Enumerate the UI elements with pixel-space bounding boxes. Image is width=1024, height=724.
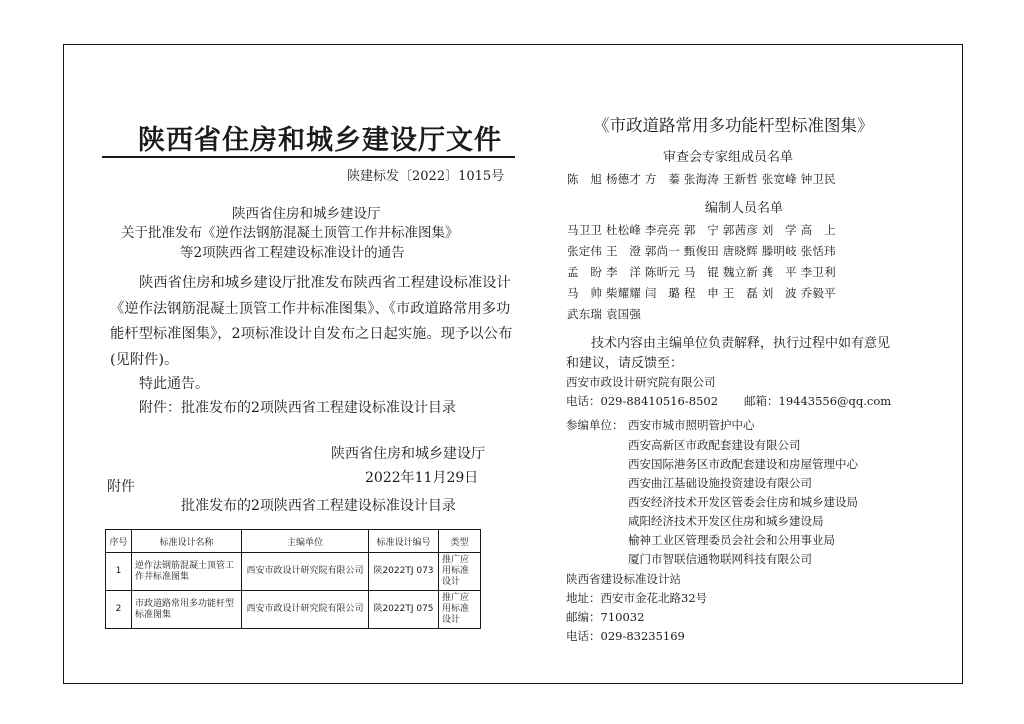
- table-cell: 推广应用标准设计: [439, 553, 481, 591]
- notice-subject-line: 关于批准发布《逆作法钢筋混凝土顶管工作井标准图集》: [121, 225, 459, 241]
- editor-names-line: 马卫卫 杜松峰 李亮亮 郭 宁 郭茜彦 刘 学 高 上: [567, 223, 836, 237]
- issue-date: 2022年11月29日: [365, 470, 479, 486]
- chief-unit-email: 邮箱：19443556@qq.com: [744, 394, 892, 408]
- participant-unit: 厦门市智联信通物联网科技有限公司: [628, 552, 812, 566]
- attachment-label: 附件: [107, 479, 135, 495]
- review-committee-heading: 审查会专家组成员名单: [663, 150, 794, 165]
- header-cell: 序号: [106, 530, 132, 553]
- participant-unit: 咸阳经济技术开发区住房和城乡建设局: [628, 514, 824, 528]
- station-name: 陕西省建设标准设计站: [566, 572, 681, 586]
- editor-names-line: 武东瑞 袁国强: [567, 307, 642, 321]
- notice-closing: 特此通告。: [139, 376, 209, 392]
- title-rule: [102, 156, 515, 158]
- header-cell: 标准设计编号: [369, 530, 439, 553]
- standards-table: [105, 529, 481, 629]
- atlas-title: 《市政道路常用多功能杆型标准图集》: [593, 116, 874, 135]
- station-address: 地址：西安市金花北路32号: [566, 591, 708, 605]
- table-row: [106, 553, 481, 591]
- tech-note-line: 技术内容由主编单位负责解释，执行过程中如有意见: [591, 336, 891, 351]
- header-cell: 类型: [439, 530, 481, 553]
- table-header-row: [106, 530, 481, 553]
- participant-unit: 西安经济技术开发区管委会住房和城乡建设局: [628, 495, 858, 509]
- notice-subject-line-2: 等2项陕西省工程建设标准设计的通告: [180, 245, 405, 261]
- table-row: [106, 591, 481, 629]
- participant-unit: 西安国际港务区市政配套建设和房屋管理中心: [628, 457, 858, 471]
- participant-unit: 西安高新区市政配套建设有限公司: [628, 438, 801, 452]
- chief-unit: 西安市政设计研究院有限公司: [566, 375, 716, 389]
- editor-names-line: 张定伟 王 澄 郭尚一 甄俊田 唐晓辉 滕明岐 张恬玮: [567, 244, 836, 258]
- table-cell: 陕2022TJ 075: [369, 591, 439, 629]
- issuer-signature: 陕西省住房和城乡建设厅: [331, 446, 485, 462]
- participant-unit: 榆神工业区管理委员会社会和公用事业局: [628, 533, 835, 547]
- table-cell: 2: [106, 591, 132, 629]
- table-cell: 西安市政设计研究院有限公司: [242, 553, 369, 591]
- participant-unit: 西安曲江基础设施投资建设有限公司: [628, 476, 812, 490]
- table-cell: 逆作法钢筋混凝土顶管工作井标准图集: [132, 553, 242, 591]
- participants-label: 参编单位：: [566, 418, 624, 432]
- header-cell: 主编单位: [242, 530, 369, 553]
- station-phone: 电话：029-83235169: [566, 629, 685, 643]
- document-title: 陕西省住房和城乡建设厅文件: [138, 125, 502, 156]
- notice-issuer-line: 陕西省住房和城乡建设厅: [232, 206, 381, 222]
- chief-unit-phone: 电话：029-88410516-8502: [566, 394, 719, 408]
- participant-unit: 西安市城市照明管护中心: [628, 418, 755, 432]
- attachment-title: 批准发布的2项陕西省工程建设标准设计目录: [181, 498, 456, 514]
- table-cell: 陕2022TJ 073: [369, 553, 439, 591]
- document-number: 陕建标发〔2022〕1015号: [347, 169, 505, 184]
- station-postcode: 邮编：710032: [566, 610, 645, 624]
- editor-names-line: 马 帅 柴耀耀 闫 璐 程 申 王 磊 刘 波 乔毅平: [567, 286, 836, 300]
- attachment-reference: 附件：批准发布的2项陕西省工程建设标准设计目录: [139, 400, 456, 416]
- review-committee-members: 陈 旭 杨德才 方 蓁 张海涛 王新哲 张宽峰 钟卫民: [567, 172, 836, 186]
- tech-note-line: 和建议，请反馈至：: [566, 356, 684, 371]
- table-cell: 推广应用标准设计: [439, 591, 481, 629]
- table-cell: 西安市政设计研究院有限公司: [242, 591, 369, 629]
- header-cell: 标准设计名称: [132, 530, 242, 553]
- editor-names-line: 孟 盼 李 洋 陈昕元 马 锟 魏立新 龚 平 李卫利: [567, 265, 836, 279]
- table-cell: 市政道路常用多功能杆型标准图集: [132, 591, 242, 629]
- notice-body: 陕西省住房和城乡建设厅批准发布陕西省工程建设标准设计《逆作法钢筋混凝土顶管工作井标准图集》、《市政道路常用多功能杆型标准图集》，2项标准设计自发布之日起实施。现予以公布(见附件)。: [110, 275, 513, 368]
- editors-heading: 编制人员名单: [705, 201, 784, 216]
- table-cell: 1: [106, 553, 132, 591]
